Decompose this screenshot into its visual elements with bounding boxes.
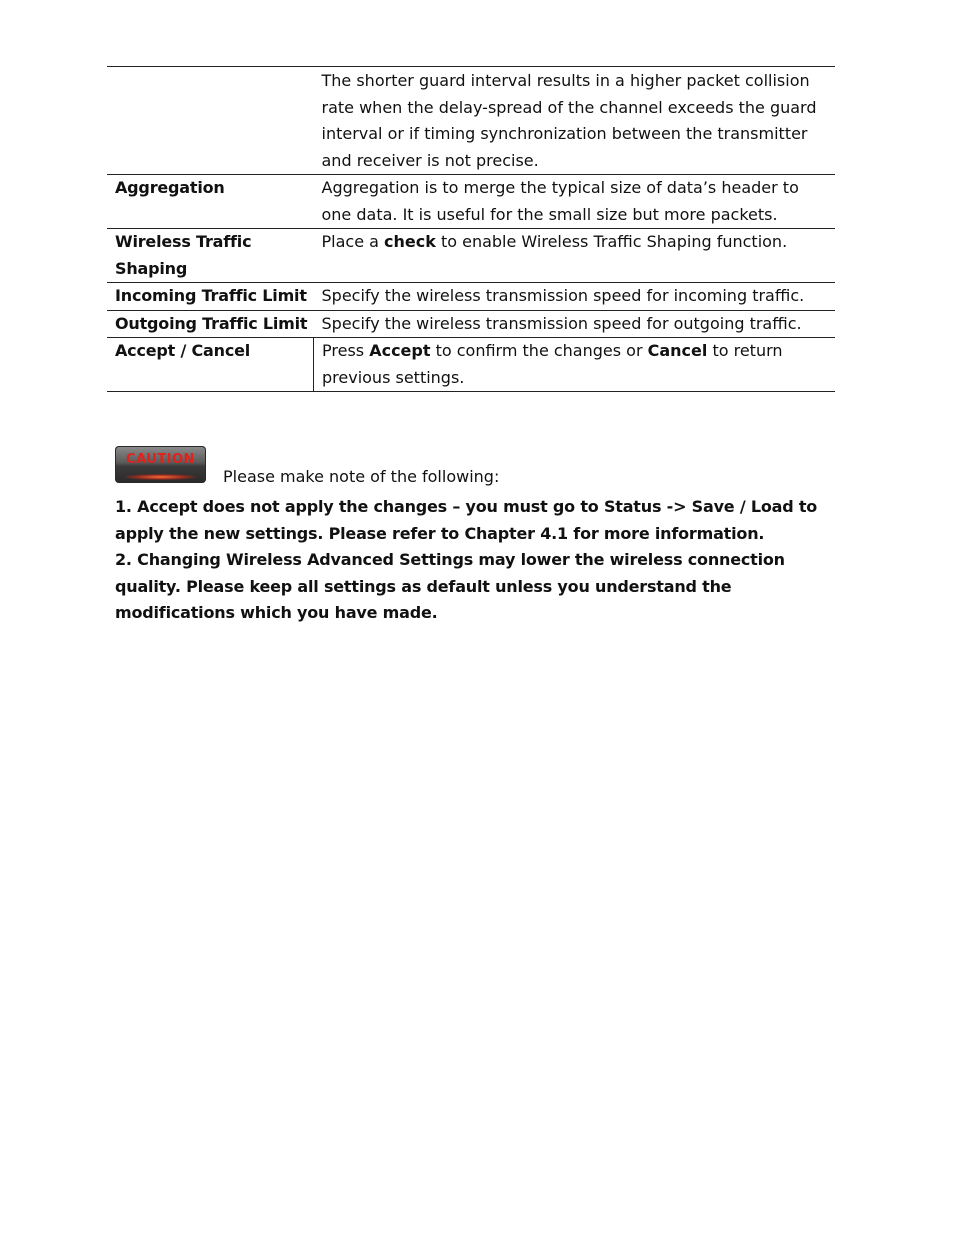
caution-badge-label: CAUTION bbox=[126, 452, 195, 467]
description-text: Place a bbox=[321, 232, 385, 251]
note-item: 1. Accept does not apply the changes – you must go to Status -> Save / Load to apply the new settings. Please refer to Chapter 4.1 for more information. bbox=[115, 497, 818, 543]
table-row bbox=[107, 67, 835, 175]
setting-term: Aggregation bbox=[107, 175, 314, 229]
note-item: 2. Changing Wireless Advanced Settings may lower the wireless connection quality. Please keep all settings as default unless you understand the modifications which you have made. bbox=[115, 550, 785, 622]
table-row bbox=[107, 310, 835, 338]
settings-table bbox=[107, 66, 835, 392]
description-emphasis: check bbox=[384, 232, 436, 251]
setting-term: Incoming Traffic Limit bbox=[107, 283, 314, 311]
table-row bbox=[107, 229, 835, 283]
description-text: to confirm the changes or bbox=[430, 341, 648, 360]
description-text: to return previous settings. bbox=[322, 341, 783, 387]
caution-intro: Please make note of the following: bbox=[223, 467, 500, 486]
setting-description: Aggregation is to merge the typical size of data’s header to one data. It is useful for the small size but more packets. bbox=[314, 175, 836, 229]
caution-notes bbox=[115, 494, 845, 627]
setting-term: Accept / Cancel bbox=[107, 338, 314, 392]
caution-callout bbox=[115, 446, 835, 486]
table-row bbox=[107, 283, 835, 311]
setting-description: Specify the wireless transmission speed for incoming traffic. bbox=[314, 283, 836, 311]
caution-icon bbox=[115, 446, 206, 483]
description-emphasis: Accept bbox=[369, 341, 431, 360]
setting-description: Specify the wireless transmission speed for outgoing traffic. bbox=[314, 310, 836, 338]
setting-term: Wireless Traffic Shaping bbox=[107, 229, 314, 283]
setting-term: Outgoing Traffic Limit bbox=[107, 310, 314, 338]
table-row bbox=[107, 175, 835, 229]
description-text: to enable Wireless Traffic Shaping function. bbox=[435, 232, 788, 251]
caution-glow bbox=[125, 474, 196, 480]
setting-description bbox=[314, 229, 836, 283]
description-text: Press bbox=[322, 341, 370, 360]
setting-description bbox=[314, 338, 836, 392]
setting-description: The shorter guard interval results in a higher packet collision rate when the delay-spread of the channel exceeds the guard interval or if timing synchronization between the transmitter and receiver is not precise. bbox=[314, 67, 836, 175]
description-emphasis: Cancel bbox=[647, 341, 708, 360]
table-row bbox=[107, 338, 835, 392]
setting-term bbox=[107, 67, 314, 175]
